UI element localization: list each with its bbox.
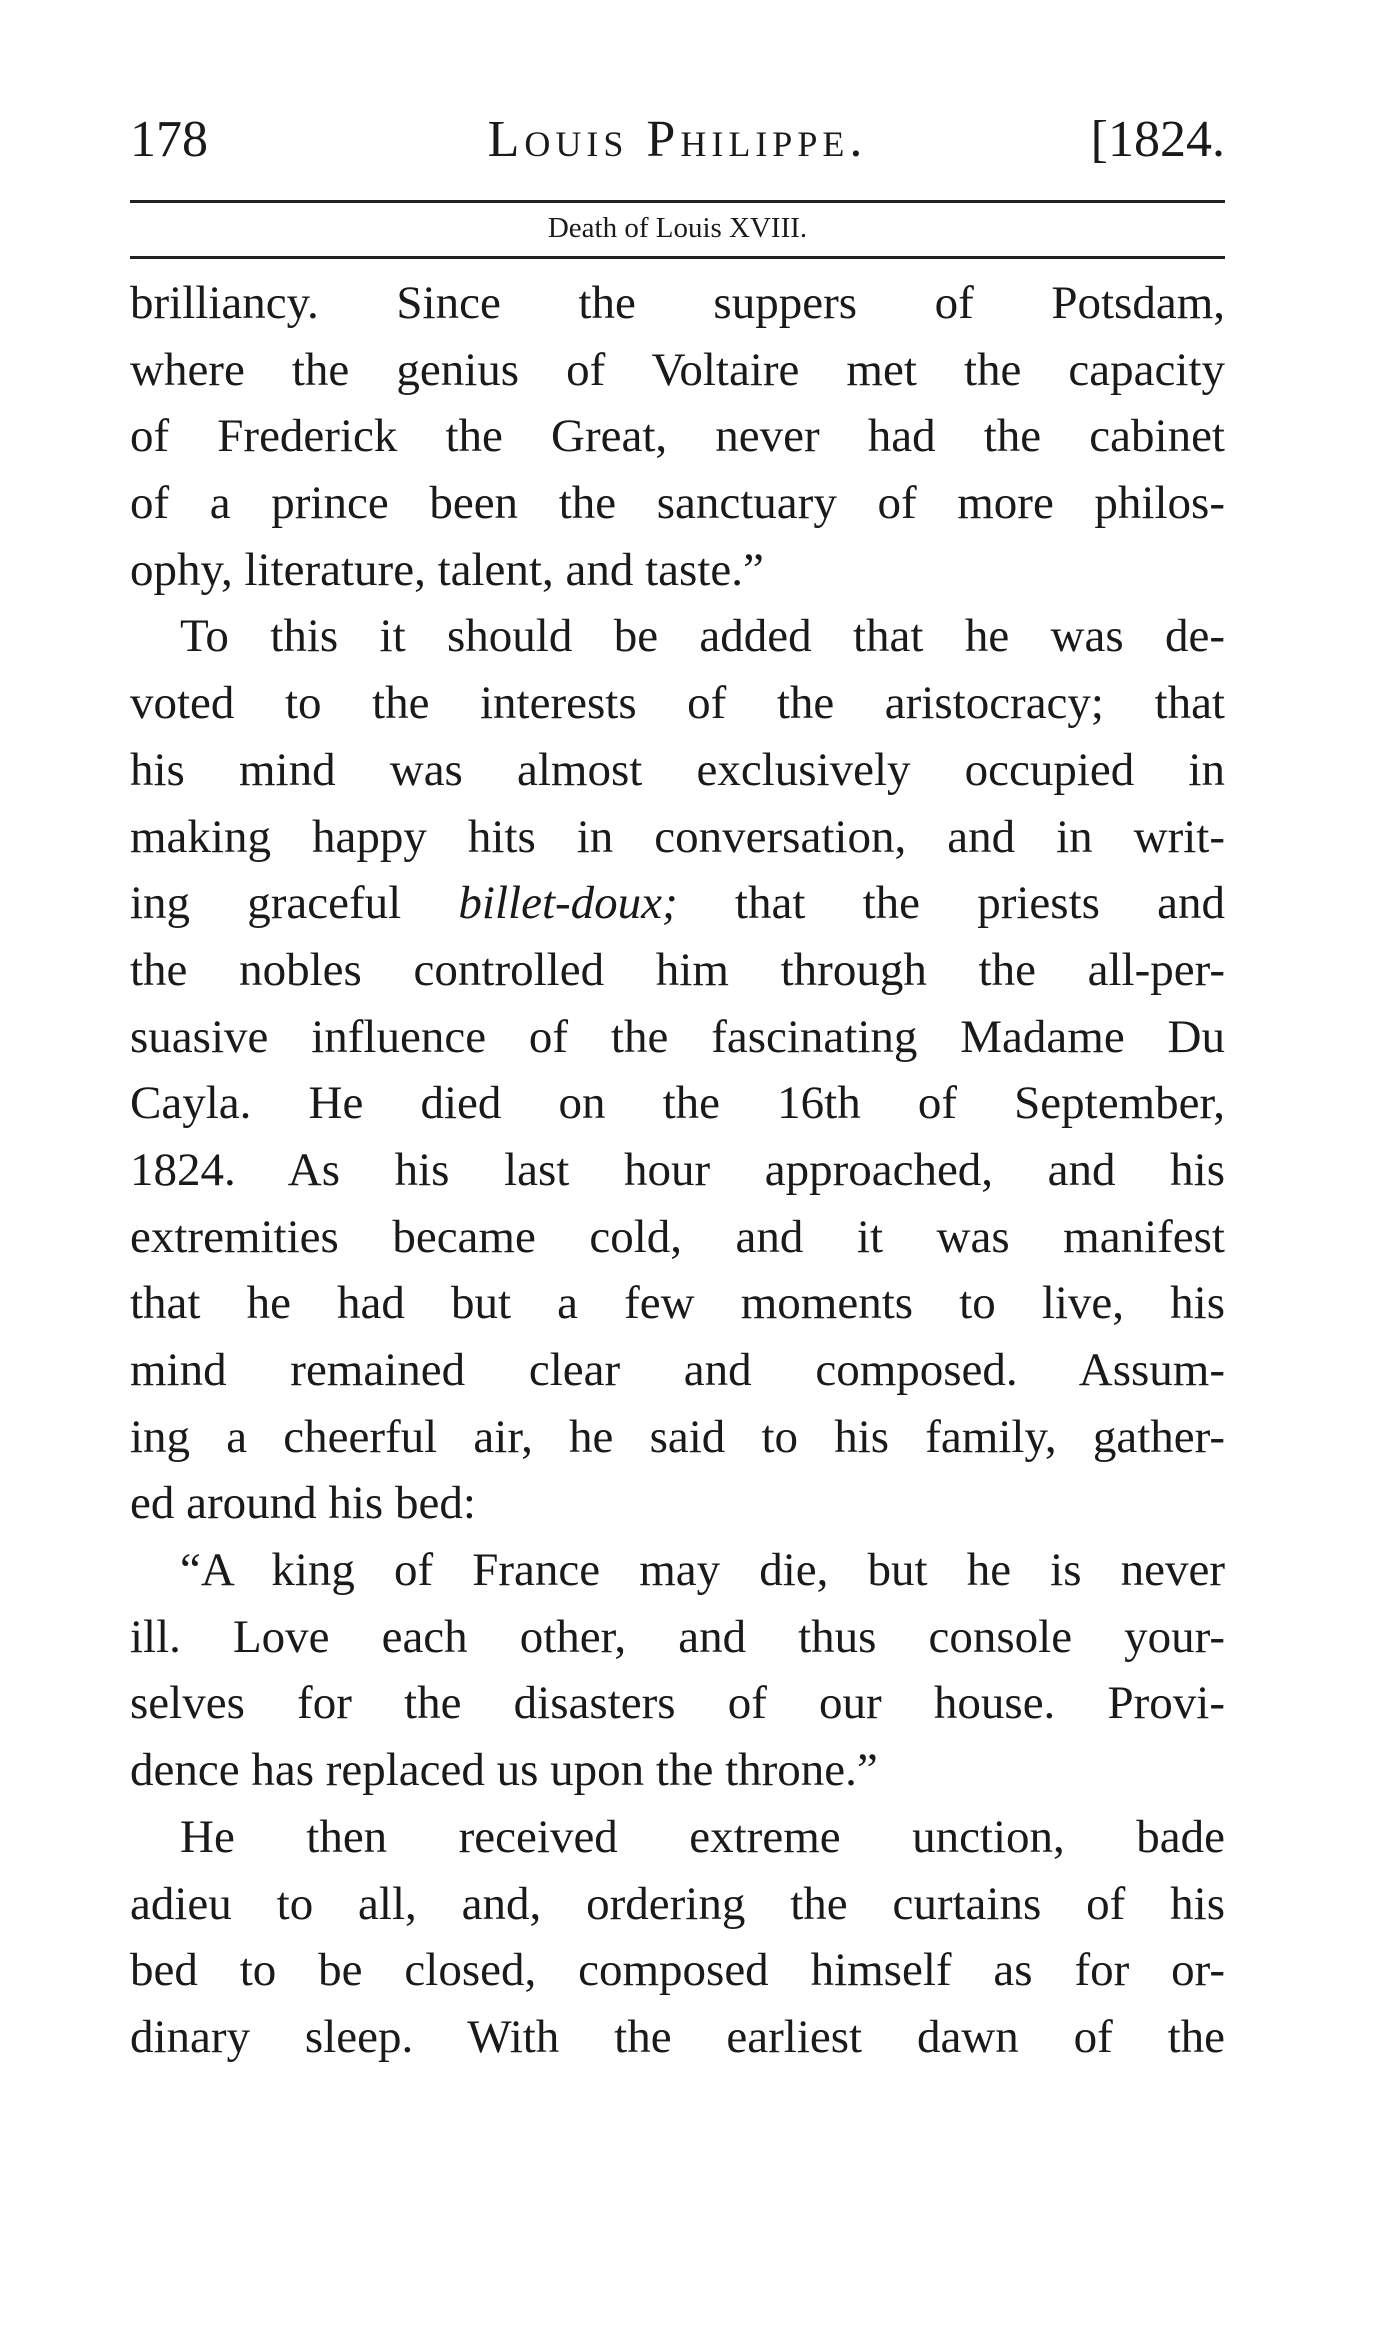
text-line: To this it should be added that he was de- [180,610,1225,663]
text-line: dinary sleep. With the earliest dawn of the [130,2010,1225,2063]
text-line: “A king of France may die, but he is never [180,1544,1225,1597]
text-line [130,870,1225,937]
section-title: Death of Louis XVIII. [547,212,808,244]
text-line: of Frederick the Great, never had the cabinet [130,410,1225,463]
running-head [130,100,1225,180]
text-line: mind remained clear and composed. Assum- [130,1344,1225,1396]
body-text [130,270,1225,2071]
text-line: suasive influence of the fascinating Madame Du [130,1010,1225,1063]
book-title: Louis Philippe. [487,111,868,168]
text-fragment: ing graceful [130,877,459,930]
text-line: Cayla. He died on the 16th of September, [130,1077,1225,1130]
text-line: bed to be closed, composed himself as for or- [130,1944,1225,1997]
text-line: making happy hits in conversation, and in writ- [130,810,1225,863]
text-line: extremities became cold, and it was manifest [130,1210,1225,1263]
text-line: selves for the disasters of our house. Provi- [130,1677,1225,1730]
text-line: the nobles controlled him through the all-per- [130,943,1225,996]
text-line: ed around his bed: [130,1477,476,1530]
text-line: that he had but a few moments to live, his [130,1277,1225,1330]
text-line: 1824. As his last hour approached, and his [130,1143,1225,1196]
text-line: voted to the interests of the aristocracy; that [130,677,1225,730]
text-line: of a prince been the sanctuary of more philos- [130,477,1225,530]
header-rule-bottom [130,256,1225,259]
book-page [130,100,1225,2071]
text-line: adieu to all, and, ordering the curtains of his [130,1877,1225,1930]
text-line: his mind was almost exclusively occupied in [130,743,1225,796]
text-line: ing a cheerful air, he said to his family, gather- [130,1410,1225,1463]
text-fragment: that the priests and [677,877,1225,930]
text-line: ill. Love each other, and thus console your- [130,1610,1225,1663]
text-line: He then received extreme unction, bade [180,1810,1225,1863]
text-line: brilliancy. Since the suppers of Potsdam, [130,277,1225,329]
header-year: [1824. [1090,111,1225,168]
text-line: dence has replaced us upon the throne.” [130,1744,878,1797]
page-number: 178 [130,111,208,168]
text-line: where the genius of Voltaire met the capacity [130,343,1225,396]
italic-term: billet-doux; [458,877,678,930]
text-line: ophy, literature, talent, and taste.” [130,543,764,596]
